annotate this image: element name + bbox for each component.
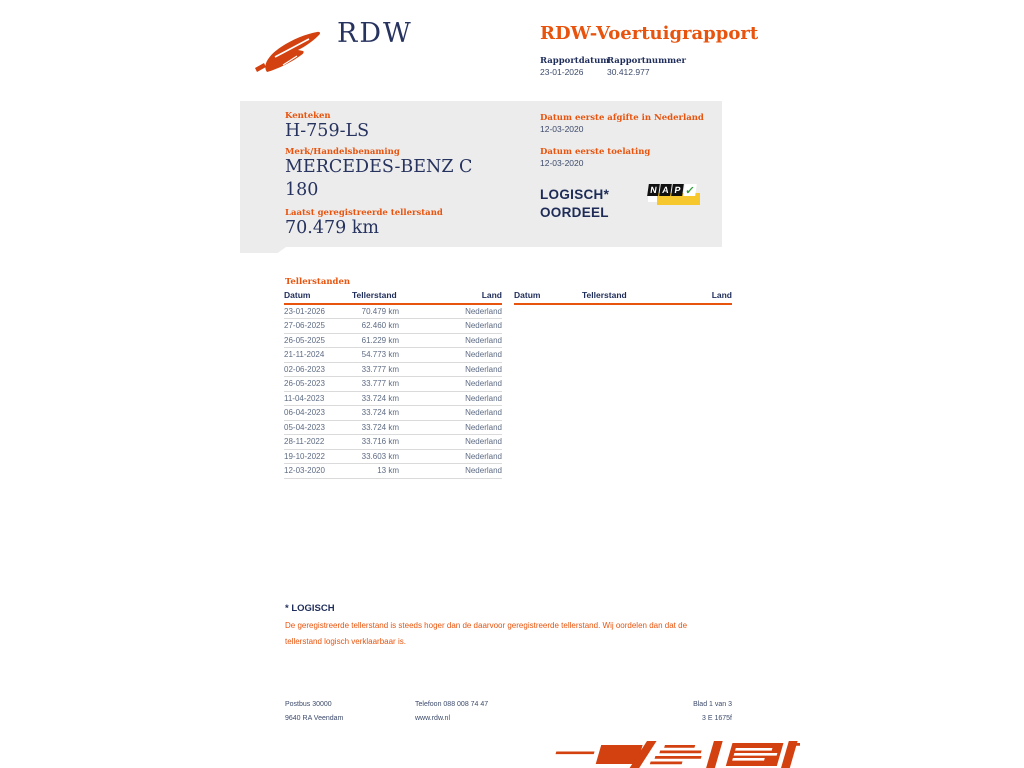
table-row [284, 391, 502, 406]
table-cell: 33.724 km [352, 420, 399, 435]
table-cell: 33.716 km [352, 435, 399, 450]
table-cell: 26-05-2023 [284, 377, 352, 392]
table-row [284, 420, 502, 435]
nap-letter-tile: A [659, 184, 672, 196]
column-header-land: Land [399, 290, 502, 304]
toelating-value: 12-03-2020 [540, 158, 584, 168]
column-header-datum: Datum [514, 290, 582, 304]
tellerstand-label: Laatst geregistreerde tellerstand [285, 208, 443, 218]
table-cell: 54.773 km [352, 348, 399, 363]
table-cell: 11-04-2023 [284, 391, 352, 406]
tellerstand-value: 70.479 km [285, 218, 379, 238]
report-date-value: 23-01-2026 [540, 67, 584, 77]
report-date-label: Rapportdatum [540, 56, 610, 66]
nap-letter-tiles [647, 184, 697, 196]
rdw-stripes-motif [545, 741, 800, 768]
table-header-row [514, 290, 732, 304]
report-number-label: Rapportnummer [607, 56, 686, 66]
table-cell: Nederland [399, 319, 502, 334]
table-cell: Nederland [399, 406, 502, 421]
column-header-tellerstand: Tellerstand [352, 290, 399, 304]
table-cell: 33.777 km [352, 362, 399, 377]
table-cell: 06-04-2023 [284, 406, 352, 421]
table-row [284, 319, 502, 334]
table-cell: 13 km [352, 464, 399, 479]
nap-check-icon: ✓ [684, 184, 696, 197]
footnote-text: De geregistreerde tellerstand is steeds hoger dan de daarvoor geregistreerde tellerstand. Wij oordelen dan dat de tellerstand logisch verklaarbaar is. [285, 621, 688, 646]
merk-label: Merk/Handelsbenaming [285, 147, 400, 157]
nap-white-foot [648, 196, 657, 202]
table-row [284, 333, 502, 348]
table-row [284, 348, 502, 363]
rdw-wing-icon [253, 25, 333, 75]
tellerstanden-table-left [284, 290, 502, 479]
table-row [284, 449, 502, 464]
report-number-value: 30.412.977 [607, 67, 650, 77]
oordeel-verdict [540, 186, 609, 222]
table-cell: 02-06-2023 [284, 362, 352, 377]
table-cell: 33.724 km [352, 406, 399, 421]
footnote-title: * LOGISCH [285, 603, 335, 614]
tellerstanden-title: Tellerstanden [285, 277, 351, 287]
table-cell: 28-11-2022 [284, 435, 352, 450]
toelating-label: Datum eerste toelating [540, 147, 651, 157]
table-cell: Nederland [399, 304, 502, 319]
table-cell: Nederland [399, 449, 502, 464]
table-row [284, 464, 502, 479]
table-cell: Nederland [399, 464, 502, 479]
table-row [284, 377, 502, 392]
table-cell: 70.479 km [352, 304, 399, 319]
table-cell: 21-11-2024 [284, 348, 352, 363]
table-cell: Nederland [399, 435, 502, 450]
afgifte-label: Datum eerste afgifte in Nederland [540, 113, 704, 123]
table-cell: 12-03-2020 [284, 464, 352, 479]
table-cell: 19-10-2022 [284, 449, 352, 464]
table-cell: Nederland [399, 348, 502, 363]
table-cell: Nederland [399, 333, 502, 348]
rdw-logo-text: RDW [337, 18, 413, 49]
table-body-left [284, 304, 502, 478]
footer-address-line1: Postbus 30000 [285, 701, 332, 708]
column-header-tellerstand: Tellerstand [582, 290, 629, 304]
nap-letter-tile: P [671, 184, 684, 196]
afgifte-value: 12-03-2020 [540, 124, 584, 134]
table-row [284, 362, 502, 377]
footer-doc-code: 3 E 1675f [702, 715, 732, 722]
table-cell: Nederland [399, 391, 502, 406]
oordeel-line1: LOGISCH* [540, 187, 610, 202]
table-cell: 05-04-2023 [284, 420, 352, 435]
table-cell: Nederland [399, 377, 502, 392]
table-cell: 27-06-2025 [284, 319, 352, 334]
table-cell: 33.603 km [352, 449, 399, 464]
table-cell: 62.460 km [352, 319, 399, 334]
oordeel-line2: OORDEEL [540, 205, 609, 220]
table-cell: 61.229 km [352, 333, 399, 348]
footer-page-number: Blad 1 van 3 [693, 701, 732, 708]
nap-logo [648, 184, 702, 208]
footer-phone: Telefoon 088 008 74 47 [415, 701, 489, 708]
page-title: RDW-Voertuigrapport [540, 23, 759, 44]
table-row [284, 304, 502, 319]
kenteken-label: Kenteken [285, 111, 331, 121]
kenteken-value: H-759-LS [285, 121, 370, 141]
table-header-row [284, 290, 502, 304]
column-header-datum: Datum [284, 290, 352, 304]
table-cell: Nederland [399, 420, 502, 435]
tellerstanden-table-right [514, 290, 732, 305]
table-row [284, 406, 502, 421]
footer-website: www.rdw.nl [415, 715, 451, 722]
footer-address-line2: 9640 RA Veendam [285, 715, 344, 722]
table-cell: 33.777 km [352, 377, 399, 392]
nap-letter-tile: N [647, 184, 660, 196]
table-cell: 26-05-2025 [284, 333, 352, 348]
column-header-land: Land [629, 290, 732, 304]
table-cell: 33.724 km [352, 391, 399, 406]
table-row [284, 435, 502, 450]
table-cell: 23-01-2026 [284, 304, 352, 319]
table-cell: Nederland [399, 362, 502, 377]
merk-value: MERCEDES-BENZ C 180 [285, 157, 473, 200]
vehicle-box-notch [240, 247, 286, 253]
